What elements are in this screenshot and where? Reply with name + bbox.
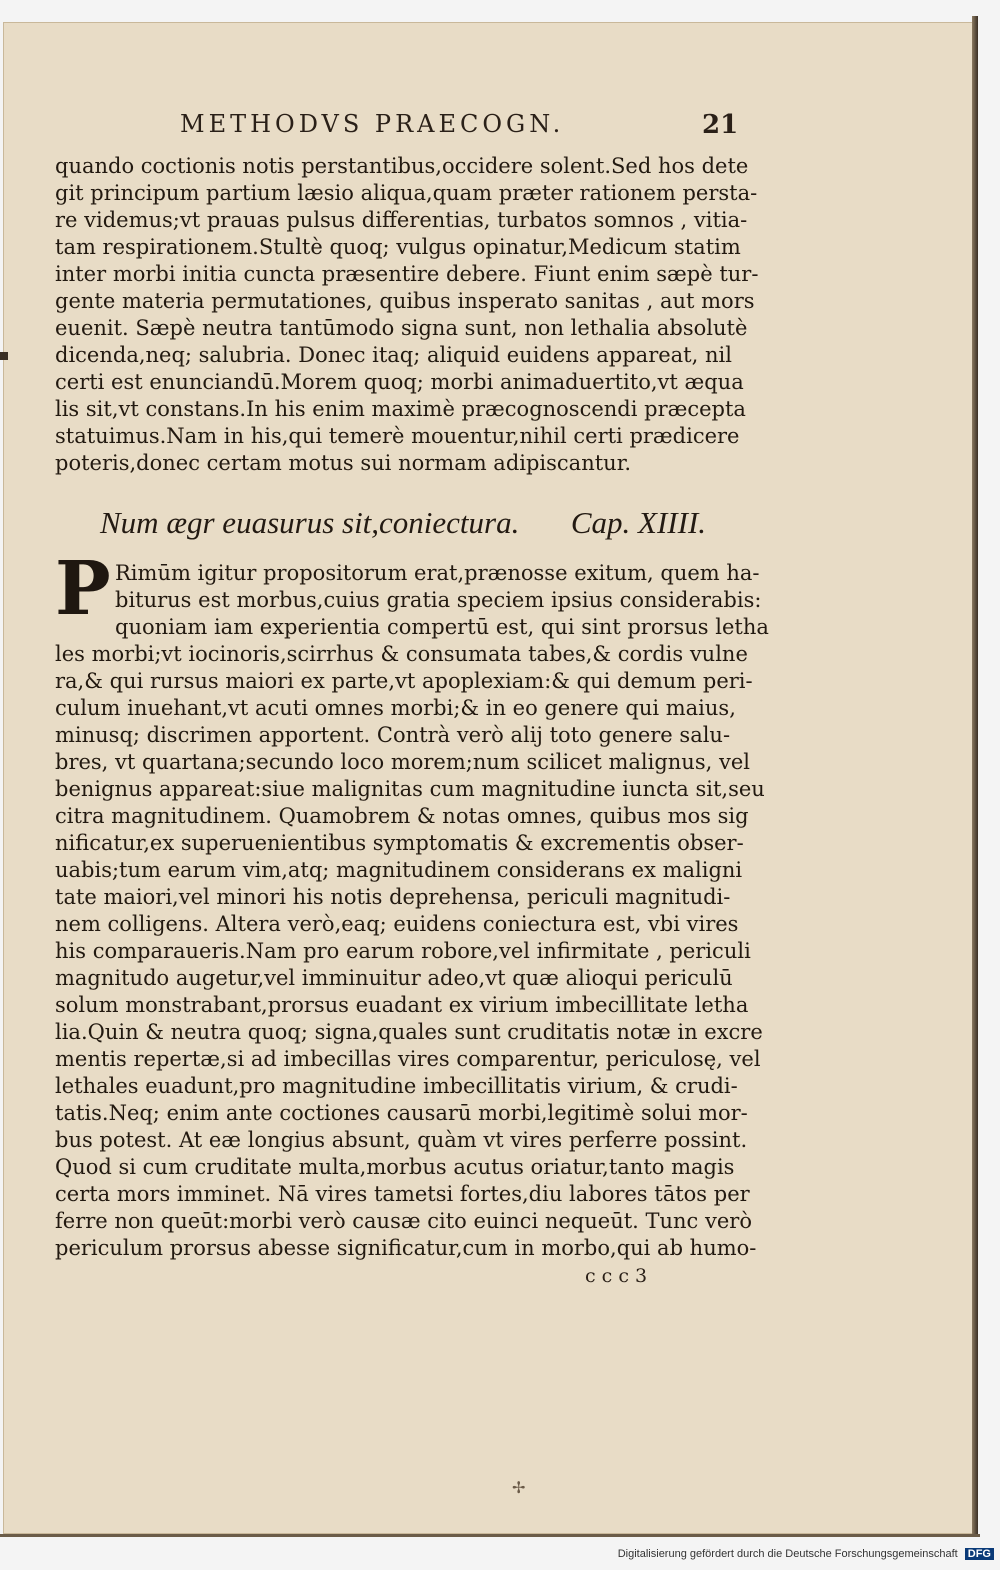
text-line: tate maiori,vel minori his notis deprehensa, periculi magnitudi- — [55, 885, 731, 909]
signature-mark: c c c 3 — [585, 1265, 648, 1287]
bottom-edge — [0, 1534, 980, 1537]
text-line: culum inuehant,vt acuti omnes morbi;& in eo genere qui maius, — [55, 696, 736, 720]
text-line: euenit. Sæpè neutra tantūmodo signa sunt, non lethalia absolutè — [55, 316, 748, 340]
text-line: benignus appareat:siue malignitas cum magnitudine iuncta sit,seu — [55, 777, 765, 801]
credit-text: Digitalisierung gefördert durch die Deutsche Forschungsgemeinschaft — [617, 1548, 958, 1560]
text-line: les morbi;vt iocinoris,scirrhus & consumata tabes,& cordis vulne — [55, 642, 748, 666]
text-line: citra magnitudinem. Quamobrem & notas omnes, quibus mos sig — [55, 804, 749, 828]
text-line: minusq; discrimen apportent. Contrà verò alij toto genere salu- — [55, 723, 731, 747]
drop-cap: P — [55, 546, 111, 632]
text-line: his comparaueris.Nam pro earum robore,vel infirmitate , periculi — [55, 939, 751, 963]
text-line: tatis.Neq; enim ante coctiones causarū morbi,legitimè solui mor- — [55, 1101, 748, 1125]
text-line: Quod si cum cruditate multa,morbus acutus oriatur,tanto magis — [55, 1155, 735, 1179]
text-line: inter morbi initia cuncta præsentire debere. Fiunt enim sæpè tur- — [55, 262, 759, 286]
text-line: statuimus.Nam in his,qui temerè mouentur,nihil certi prædicere — [55, 424, 740, 448]
page-edge — [972, 16, 978, 1536]
text-line: git principum partium læsio aliqua,quam præter rationem persta- — [55, 181, 758, 205]
text-line: bus potest. At eæ longius absunt, quàm vt vires perferre possint. — [55, 1128, 748, 1152]
text-line: Rimūm igitur propositorum erat,prænosse exitum, quem ha- — [115, 561, 760, 585]
page-number: 21 — [702, 110, 739, 140]
text-line: ferre non queūt:morbi verò causæ cito euinci nequeūt. Tunc verò — [55, 1209, 752, 1233]
text-line: quando coctionis notis perstantibus,occidere solent.Sed hos dete — [55, 154, 749, 178]
text-line: solum monstrabant,prorsus euadant ex virium imbecillitate letha — [55, 993, 749, 1017]
dfg-logo: DFG — [965, 1548, 994, 1560]
text-line: magnitudo augetur,vel imminuitur adeo,vt quæ alioqui periculū — [55, 966, 733, 990]
digitization-credit — [618, 1548, 994, 1560]
text-line: lethales euadunt,pro magnitudine imbecillitatis virium, & crudi- — [55, 1074, 738, 1098]
text-line: quoniam iam experientia compertū est, qui sint prorsus letha — [115, 615, 769, 639]
text-line: bres, vt quartana;secundo loco morem;num scilicet malignus, vel — [55, 750, 750, 774]
text-line: dicenda,neq; salubria. Donec itaq; aliquid euidens appareat, nil — [55, 343, 732, 367]
text-line: ra,& qui rursus maiori ex parte,vt apoplexiam:& qui demum peri- — [55, 669, 753, 693]
text-line: nem colligens. Altera verò,eaq; euidens coniectura est, vbi vires — [55, 912, 739, 936]
chapter-label: Cap. XIIII. — [570, 505, 707, 540]
margin-mark — [0, 352, 8, 360]
text-line: poteris,donec certam motus sui normam adipiscantur. — [55, 451, 632, 475]
chapter-title: Num ægr euasurus sit,coniectura. — [100, 505, 520, 540]
text-line: periculum prorsus abesse significatur,cum in morbo,qui ab humo- — [55, 1236, 757, 1260]
text-line: gente materia permutationes, quibus insperato sanitas , aut mors — [55, 289, 755, 313]
text-line: certi est enunciandū.Morem quoq; morbi animaduertito,vt æqua — [55, 370, 744, 394]
chapter-heading — [100, 505, 730, 541]
running-title: METHODVS PRAECOGN. — [180, 110, 565, 138]
text-line: tam respirationem.Stultè quoq; vulgus opinatur,Medicum statim — [55, 235, 741, 259]
text-line: re videmus;vt prauas pulsus differentias, turbatos somnos , vitia- — [55, 208, 748, 232]
text-line: biturus est morbus,cuius gratia speciem ipsius considerabis: — [115, 588, 762, 612]
text-line: nificatur,ex superuenientibus symptomatis & excrementis obser- — [55, 831, 744, 855]
text-line: uabis;tum earum vim,atq; magnitudinem considerans ex maligni — [55, 858, 743, 882]
text-line: certa mors imminet. Nā vires tametsi fortes,diu labores tātos per — [55, 1182, 750, 1206]
text-line: lia.Quin & neutra quoq; signa,quales sunt cruditatis notæ in excre — [55, 1020, 763, 1044]
text-line: mentis repertæ,si ad imbecillas vires comparentur, periculosę, vel — [55, 1047, 761, 1071]
ornament-mark: ✢ — [512, 1478, 526, 1497]
text-line: lis sit,vt constans.In his enim maximè præcognoscendi præcepta — [55, 397, 746, 421]
